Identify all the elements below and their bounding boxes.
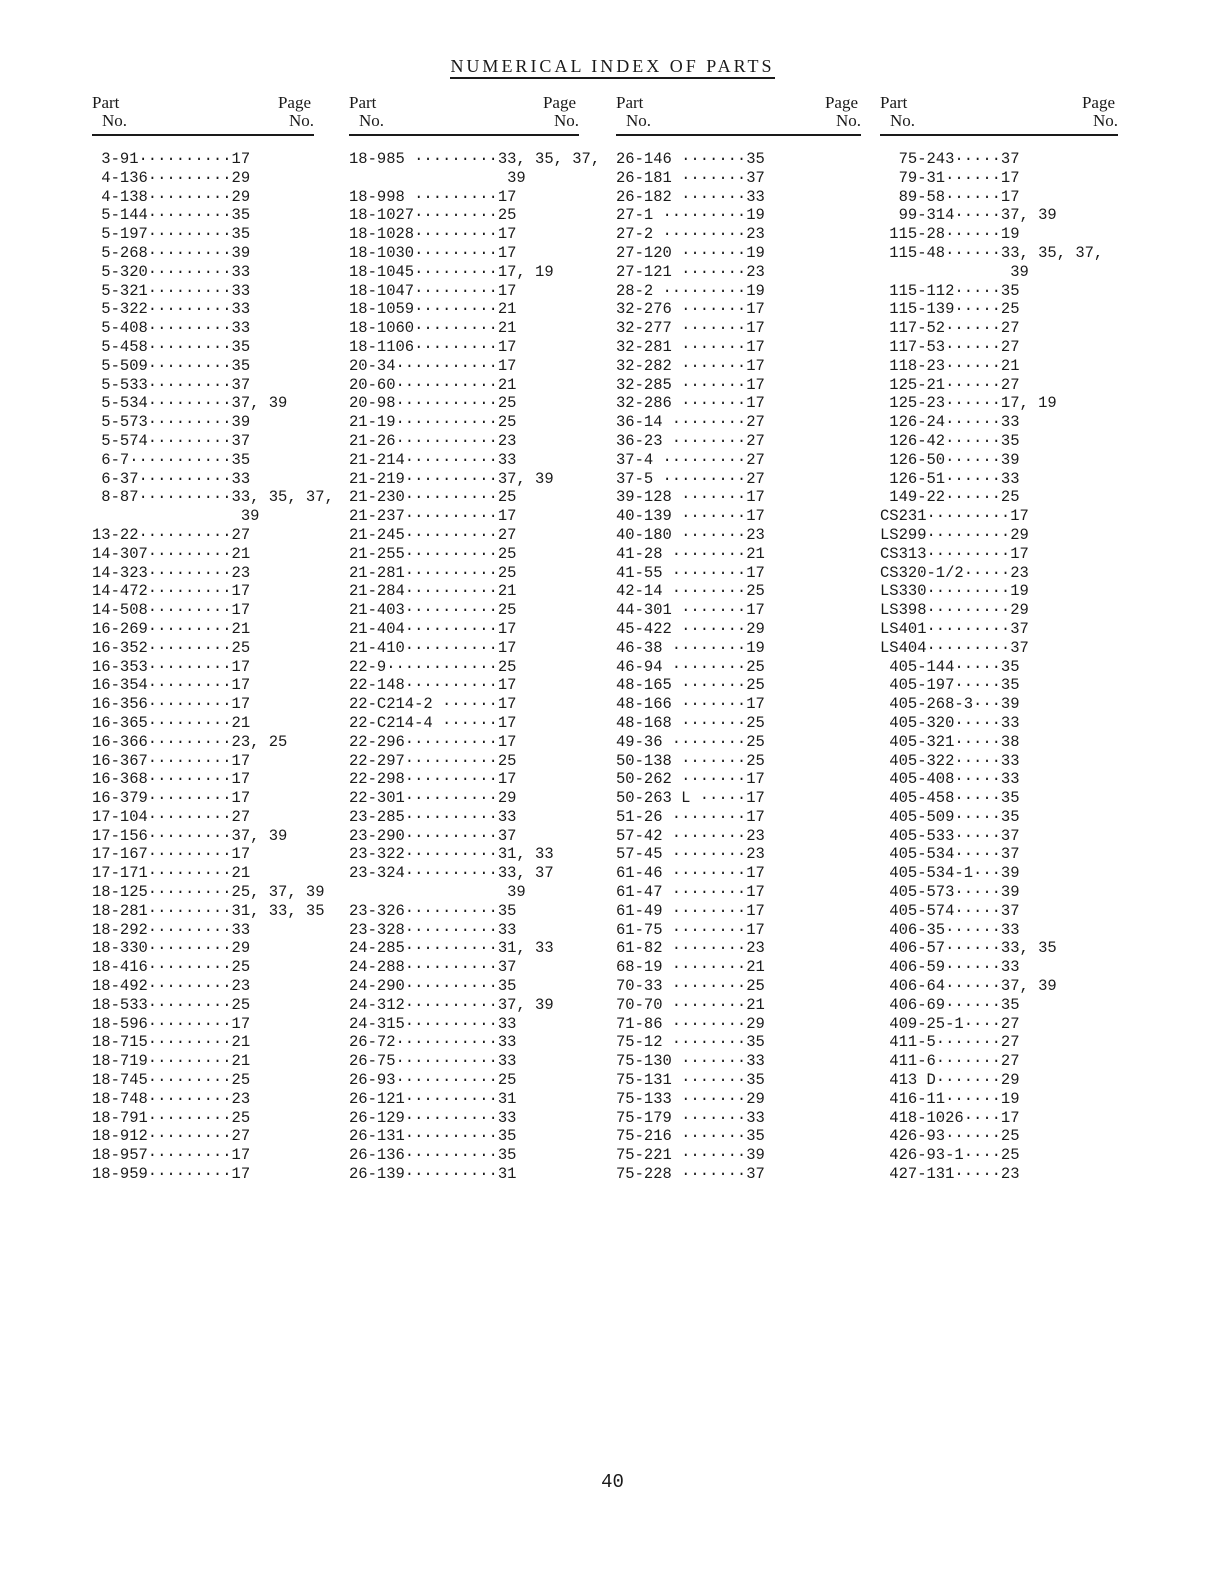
index-entry: 149-22······25 bbox=[880, 488, 1020, 507]
index-entry: 5-144·········35 bbox=[92, 206, 251, 225]
index-entry: 13-22··········27 bbox=[92, 525, 251, 544]
index-entry: 26-72···········33 bbox=[349, 1033, 517, 1052]
column-header bbox=[92, 94, 314, 136]
index-entry: 16-353·········17 bbox=[92, 657, 251, 676]
index-entry: 16-368·········17 bbox=[92, 770, 251, 789]
index-entry: 16-379·········17 bbox=[92, 789, 251, 808]
index-entry: 39 bbox=[92, 507, 260, 526]
index-entry: 26-182 ·······33 bbox=[616, 187, 765, 206]
index-entry: 22-C214-4 ······17 bbox=[349, 713, 517, 732]
index-entry: 406-35······33 bbox=[880, 920, 1020, 939]
index-entry: 17-104·········27 bbox=[92, 807, 251, 826]
index-entry: 26-75···········33 bbox=[349, 1052, 517, 1071]
index-entry: 57-45 ········23 bbox=[616, 845, 765, 864]
index-entry: 18-957·········17 bbox=[92, 1146, 251, 1165]
index-entry: 75-133 ·······29 bbox=[616, 1089, 765, 1108]
index-entry: 427-131·····23 bbox=[880, 1165, 1020, 1184]
index-entry: 27-121 ·······23 bbox=[616, 262, 765, 281]
index-entry: 20-98···········25 bbox=[349, 394, 517, 413]
index-entry: 3-91··········17 bbox=[92, 150, 251, 168]
index-column-3 bbox=[616, 93, 861, 1184]
index-entry: 18-330·········29 bbox=[92, 939, 251, 958]
index-entry: 22-148··········17 bbox=[349, 676, 517, 695]
index-entry: 16-269·········21 bbox=[92, 619, 251, 638]
index-entry: 14-508·········17 bbox=[92, 601, 251, 620]
index-entry: 37-4 ·········27 bbox=[616, 450, 765, 469]
index-entry: 405-534-1···39 bbox=[880, 864, 1020, 883]
index-entry: 16-366·········23, 25 bbox=[92, 732, 288, 751]
index-entry: 44-301 ·······17 bbox=[616, 601, 765, 620]
index-entry: 115-48······33, 35, 37, bbox=[880, 243, 1104, 262]
index-entry: 61-82 ········23 bbox=[616, 939, 765, 958]
index-entry: LS404·········37 bbox=[880, 638, 1029, 657]
index-entry: 405-268-3···39 bbox=[880, 695, 1020, 714]
index-entry: 22-298··········17 bbox=[349, 770, 517, 789]
index-entry: 27-1 ·········19 bbox=[616, 206, 765, 225]
index-entry: 41-28 ········21 bbox=[616, 544, 765, 563]
page-header: Page bbox=[1081, 93, 1115, 112]
index-entry: 39-128 ·······17 bbox=[616, 488, 765, 507]
index-entry: 39 bbox=[349, 168, 526, 187]
index-entry: CS231·········17 bbox=[880, 507, 1029, 526]
index-entry: 18-596·········17 bbox=[92, 1014, 251, 1033]
index-entry: 18-281·········31, 33, 35 bbox=[92, 901, 325, 920]
index-entry: 5-533·········37 bbox=[92, 375, 251, 394]
index-entry: 18-1045·········17, 19 bbox=[349, 262, 554, 281]
index-entry: 118-23······21 bbox=[880, 356, 1020, 375]
index-entry: 27-2 ·········23 bbox=[616, 225, 765, 244]
index-entry: 48-165 ·······25 bbox=[616, 676, 765, 695]
index-entry: 117-53······27 bbox=[880, 337, 1020, 356]
index-entry: 24-288··········37 bbox=[349, 958, 517, 977]
index-entry: 99-314·····37, 39 bbox=[880, 206, 1057, 225]
index-entry: 5-573·········39 bbox=[92, 413, 251, 432]
entry-list bbox=[349, 150, 601, 1184]
index-entry: 406-59······33 bbox=[880, 958, 1020, 977]
index-entry: 21-403··········25 bbox=[349, 601, 517, 620]
index-entry: 18-745·········25 bbox=[92, 1071, 251, 1090]
entry-list bbox=[880, 150, 1118, 1184]
index-entry: 16-367·········17 bbox=[92, 751, 251, 770]
index-entry: 21-19···········25 bbox=[349, 413, 517, 432]
index-entry: 75-228 ·······37 bbox=[616, 1165, 765, 1184]
index-entry: 18-912·········27 bbox=[92, 1127, 251, 1146]
index-entry: 418-1026····17 bbox=[880, 1108, 1020, 1127]
index-entry: 115-28······19 bbox=[880, 225, 1020, 244]
index-entry: 5-322·········33 bbox=[92, 300, 251, 319]
page-header-no: No. bbox=[553, 111, 579, 130]
index-entry: 18-719·········21 bbox=[92, 1052, 251, 1071]
index-entry: CS320-1/2·····23 bbox=[880, 563, 1029, 582]
index-entry: 27-120 ·······19 bbox=[616, 243, 765, 262]
index-entry: 28-2 ·········19 bbox=[616, 281, 765, 300]
column-header bbox=[349, 94, 579, 136]
index-entry: 21-237··········17 bbox=[349, 507, 517, 526]
index-entry: 5-574·········37 bbox=[92, 431, 251, 450]
index-entry: 20-34···········17 bbox=[349, 356, 517, 375]
index-entry: 406-57······33, 35 bbox=[880, 939, 1057, 958]
index-entry: 6-37··········33 bbox=[92, 469, 251, 488]
index-entry: 405-320·····33 bbox=[880, 713, 1020, 732]
index-entry: 89-58······17 bbox=[880, 187, 1020, 206]
part-header: Part bbox=[92, 93, 120, 112]
index-entry: 21-284··········21 bbox=[349, 582, 517, 601]
index-entry: 126-24······33 bbox=[880, 413, 1020, 432]
index-entry: LS330·········19 bbox=[880, 582, 1029, 601]
index-entry: 26-121··········31 bbox=[349, 1089, 517, 1108]
index-entry: 48-168 ·······25 bbox=[616, 713, 765, 732]
index-entry: 79-31······17 bbox=[880, 168, 1020, 187]
index-entry: 50-263 L ·····17 bbox=[616, 789, 765, 808]
index-entry: 18-292·········33 bbox=[92, 920, 251, 939]
index-entry: 61-75 ········17 bbox=[616, 920, 765, 939]
index-entry: 24-290··········35 bbox=[349, 977, 517, 996]
index-entry: 406-69······35 bbox=[880, 995, 1020, 1014]
index-entry: 21-281··········25 bbox=[349, 563, 517, 582]
index-entry: 22-297··········25 bbox=[349, 751, 517, 770]
index-entry: 18-715·········21 bbox=[92, 1033, 251, 1052]
index-entry: 405-144·····35 bbox=[880, 657, 1020, 676]
index-entry: 26-136··········35 bbox=[349, 1146, 517, 1165]
index-entry: 57-42 ········23 bbox=[616, 826, 765, 845]
index-entry: CS313·········17 bbox=[880, 544, 1029, 563]
index-column-1 bbox=[92, 93, 334, 1184]
index-entry: 22-296··········17 bbox=[349, 732, 517, 751]
part-header-no: No. bbox=[102, 111, 128, 130]
index-entry: 18-998 ·········17 bbox=[349, 187, 517, 206]
index-entry: 32-281 ·······17 bbox=[616, 337, 765, 356]
index-entry: 5-268·········39 bbox=[92, 243, 251, 262]
index-entry: 75-221 ·······39 bbox=[616, 1146, 765, 1165]
index-entry: 18-492·········23 bbox=[92, 977, 251, 996]
index-entry: 406-64······37, 39 bbox=[880, 977, 1057, 996]
page-header-no: No. bbox=[288, 111, 314, 130]
column-header bbox=[880, 94, 1118, 136]
index-entry: 68-19 ········21 bbox=[616, 958, 765, 977]
entry-list bbox=[616, 150, 861, 1184]
index-entry: 21-255··········25 bbox=[349, 544, 517, 563]
index-entry: 26-146 ·······35 bbox=[616, 150, 765, 168]
index-entry: 51-26 ········17 bbox=[616, 807, 765, 826]
index-entry: 40-180 ·······23 bbox=[616, 525, 765, 544]
index-entry: 17-156·········37, 39 bbox=[92, 826, 288, 845]
index-entry: 416-11······19 bbox=[880, 1089, 1020, 1108]
index-entry: 18-959·········17 bbox=[92, 1165, 251, 1184]
index-entry: 126-42······35 bbox=[880, 431, 1020, 450]
index-entry: 405-322·····33 bbox=[880, 751, 1020, 770]
index-entry: 23-324··········33, 37 bbox=[349, 864, 554, 883]
index-entry: 18-985 ·········33, 35, 37, bbox=[349, 150, 601, 168]
index-entry: 405-458·····35 bbox=[880, 789, 1020, 808]
index-entry: 5-458·········35 bbox=[92, 337, 251, 356]
index-entry: 8-87··········33, 35, 37, bbox=[92, 488, 334, 507]
index-entry: 16-354·········17 bbox=[92, 676, 251, 695]
index-entry: 405-574·····37 bbox=[880, 901, 1020, 920]
index-entry: 117-52······27 bbox=[880, 319, 1020, 338]
index-entry: 75-216 ·······35 bbox=[616, 1127, 765, 1146]
index-entry: 21-214··········33 bbox=[349, 450, 517, 469]
index-entry: 115-139·····25 bbox=[880, 300, 1020, 319]
index-entry: 46-94 ········25 bbox=[616, 657, 765, 676]
page-header-no: No. bbox=[1092, 111, 1118, 130]
index-entry: 5-197·········35 bbox=[92, 225, 251, 244]
index-entry: 75-130 ·······33 bbox=[616, 1052, 765, 1071]
index-entry: 21-230··········25 bbox=[349, 488, 517, 507]
index-entry: 115-112·····35 bbox=[880, 281, 1020, 300]
index-entry: 23-328··········33 bbox=[349, 920, 517, 939]
index-entry: 17-171·········21 bbox=[92, 864, 251, 883]
part-header: Part bbox=[616, 93, 644, 112]
index-entry: 26-139··········31 bbox=[349, 1165, 517, 1184]
index-entry: 18-125·········25, 37, 39 bbox=[92, 883, 325, 902]
index-entry: 75-131 ·······35 bbox=[616, 1071, 765, 1090]
index-entry: 75-243·····37 bbox=[880, 150, 1020, 168]
index-entry: 426-93-1····25 bbox=[880, 1146, 1020, 1165]
index-entry: 16-352·········25 bbox=[92, 638, 251, 657]
index-entry: 22-301··········29 bbox=[349, 789, 517, 808]
index-entry: 61-47 ········17 bbox=[616, 883, 765, 902]
index-entry: 39 bbox=[880, 262, 1029, 281]
index-entry: 6-7···········35 bbox=[92, 450, 251, 469]
index-entry: 36-14 ········27 bbox=[616, 413, 765, 432]
index-entry: LS401·········37 bbox=[880, 619, 1029, 638]
index-entry: 24-315··········33 bbox=[349, 1014, 517, 1033]
index-entry: 18-1030·········17 bbox=[349, 243, 517, 262]
index-entry: 32-285 ·······17 bbox=[616, 375, 765, 394]
index-entry: 405-533·····37 bbox=[880, 826, 1020, 845]
index-entry: 26-181 ·······37 bbox=[616, 168, 765, 187]
index-entry: 21-410··········17 bbox=[349, 638, 517, 657]
index-entry: 21-245··········27 bbox=[349, 525, 517, 544]
index-entry: 41-55 ········17 bbox=[616, 563, 765, 582]
index-entry: 46-38 ········19 bbox=[616, 638, 765, 657]
index-entry: 426-93······25 bbox=[880, 1127, 1020, 1146]
index-entry: 49-36 ········25 bbox=[616, 732, 765, 751]
index-entry: 18-533·········25 bbox=[92, 995, 251, 1014]
index-entry: 126-50······39 bbox=[880, 450, 1020, 469]
index-entry: 405-197·····35 bbox=[880, 676, 1020, 695]
index-entry: 48-166 ·······17 bbox=[616, 695, 765, 714]
part-header-no: No. bbox=[359, 111, 385, 130]
index-entry: 18-1106·········17 bbox=[349, 337, 517, 356]
column-header bbox=[616, 94, 861, 136]
index-entry: 18-1060·········21 bbox=[349, 319, 517, 338]
index-entry: 32-277 ·······17 bbox=[616, 319, 765, 338]
index-entry: 18-1028·········17 bbox=[349, 225, 517, 244]
index-entry: 14-307·········21 bbox=[92, 544, 251, 563]
index-entry: 405-573·····39 bbox=[880, 883, 1020, 902]
index-entry: 70-33 ········25 bbox=[616, 977, 765, 996]
index-entry: 50-262 ·······17 bbox=[616, 770, 765, 789]
index-entry: 405-321·····38 bbox=[880, 732, 1020, 751]
index-entry: 5-509·········35 bbox=[92, 356, 251, 375]
index-entry: 16-356·········17 bbox=[92, 695, 251, 714]
index-entry: 23-326··········35 bbox=[349, 901, 517, 920]
index-entry: 24-312··········37, 39 bbox=[349, 995, 554, 1014]
index-entry: 75-12 ········35 bbox=[616, 1033, 765, 1052]
index-entry: 23-322··········31, 33 bbox=[349, 845, 554, 864]
index-entry: 37-5 ·········27 bbox=[616, 469, 765, 488]
index-entry: 18-1047·········17 bbox=[349, 281, 517, 300]
index-column-4 bbox=[880, 93, 1118, 1184]
index-entry: 18-416·········25 bbox=[92, 958, 251, 977]
index-column-2 bbox=[349, 93, 601, 1184]
index-entry: 26-129··········33 bbox=[349, 1108, 517, 1127]
page-header: Page bbox=[542, 93, 576, 112]
index-entry: 409-25-1····27 bbox=[880, 1014, 1020, 1033]
index-entry: 61-46 ········17 bbox=[616, 864, 765, 883]
page-header-no: No. bbox=[835, 111, 861, 130]
index-entry: 26-93···········25 bbox=[349, 1071, 517, 1090]
index-entry: 4-136·········29 bbox=[92, 168, 251, 187]
part-header-no: No. bbox=[626, 111, 652, 130]
index-entry: 18-748·········23 bbox=[92, 1089, 251, 1108]
index-entry: 20-60···········21 bbox=[349, 375, 517, 394]
part-header-no: No. bbox=[890, 111, 916, 130]
index-entry: 18-1027·········25 bbox=[349, 206, 517, 225]
index-entry: 23-285··········33 bbox=[349, 807, 517, 826]
index-entry: LS299·········29 bbox=[880, 525, 1029, 544]
index-entry: 413 D·······29 bbox=[880, 1071, 1020, 1090]
index-entry: 75-179 ·······33 bbox=[616, 1108, 765, 1127]
index-entry: 18-1059·········21 bbox=[349, 300, 517, 319]
index-entry: 22-9············25 bbox=[349, 657, 517, 676]
index-entry: 14-323·········23 bbox=[92, 563, 251, 582]
index-entry: 21-26···········23 bbox=[349, 431, 517, 450]
index-entry: 45-422 ·······29 bbox=[616, 619, 765, 638]
index-entry: 23-290··········37 bbox=[349, 826, 517, 845]
index-entry: 5-321·········33 bbox=[92, 281, 251, 300]
index-entry: 71-86 ········29 bbox=[616, 1014, 765, 1033]
index-entry: 32-286 ·······17 bbox=[616, 394, 765, 413]
index-entry: 405-408·····33 bbox=[880, 770, 1020, 789]
index-entry: 5-534·········37, 39 bbox=[92, 394, 288, 413]
index-entry: 42-14 ········25 bbox=[616, 582, 765, 601]
index-entry: 14-472·········17 bbox=[92, 582, 251, 601]
page-title: NUMERICAL INDEX OF PARTS bbox=[0, 56, 1225, 77]
index-entry: 411-5·······27 bbox=[880, 1033, 1020, 1052]
index-entry: 26-131··········35 bbox=[349, 1127, 517, 1146]
index-entry: 32-276 ·······17 bbox=[616, 300, 765, 319]
index-entry: 32-282 ·······17 bbox=[616, 356, 765, 375]
index-entry: 125-21······27 bbox=[880, 375, 1020, 394]
index-entry: LS398·········29 bbox=[880, 601, 1029, 620]
index-entry: 4-138·········29 bbox=[92, 187, 251, 206]
part-header: Part bbox=[880, 93, 908, 112]
index-entry: 405-509·····35 bbox=[880, 807, 1020, 826]
index-entry: 22-C214-2 ······17 bbox=[349, 695, 517, 714]
index-entry: 126-51······33 bbox=[880, 469, 1020, 488]
index-entry: 24-285··········31, 33 bbox=[349, 939, 554, 958]
entry-list bbox=[92, 150, 334, 1184]
page-header: Page bbox=[277, 93, 311, 112]
index-entry: 50-138 ·······25 bbox=[616, 751, 765, 770]
page-number: 40 bbox=[601, 1471, 624, 1493]
index-entry: 125-23······17, 19 bbox=[880, 394, 1057, 413]
index-entry: 21-219··········37, 39 bbox=[349, 469, 554, 488]
index-entry: 61-49 ········17 bbox=[616, 901, 765, 920]
page-header: Page bbox=[824, 93, 858, 112]
index-entry: 21-404··········17 bbox=[349, 619, 517, 638]
index-entry: 5-320·········33 bbox=[92, 262, 251, 281]
index-entry: 411-6·······27 bbox=[880, 1052, 1020, 1071]
index-entry: 40-139 ·······17 bbox=[616, 507, 765, 526]
index-entry: 5-408·········33 bbox=[92, 319, 251, 338]
index-entry: 405-534·····37 bbox=[880, 845, 1020, 864]
part-header: Part bbox=[349, 93, 377, 112]
index-entry: 16-365·········21 bbox=[92, 713, 251, 732]
index-entry: 36-23 ········27 bbox=[616, 431, 765, 450]
index-entry: 39 bbox=[349, 883, 526, 902]
index-entry: 18-791·········25 bbox=[92, 1108, 251, 1127]
index-entry: 70-70 ········21 bbox=[616, 995, 765, 1014]
index-entry: 17-167·········17 bbox=[92, 845, 251, 864]
